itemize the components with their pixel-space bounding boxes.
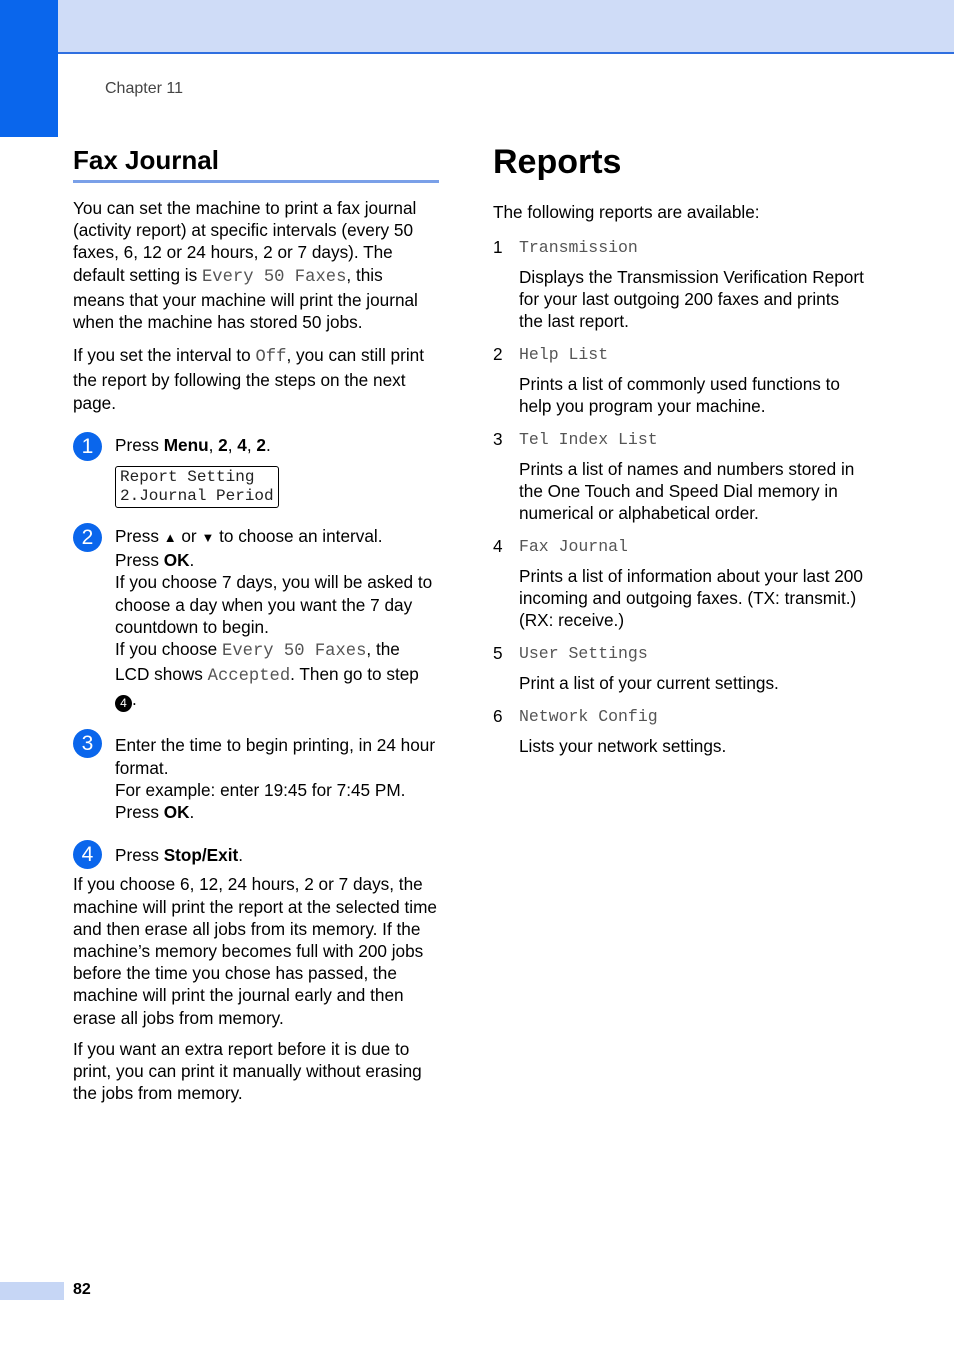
section-title: Fax Journal [73, 145, 439, 183]
report-name: Fax Journal [519, 537, 628, 556]
step-number-2: 2 [73, 523, 102, 552]
report-name: Tel Index List [519, 430, 658, 449]
step-4-text: Press Stop/Exit. [115, 845, 243, 866]
outro-paragraph-1: If you choose 6, 12, 24 hours, 2 or 7 days, the machine will print the report at the selected time and then erase all jobs from its memory. If the machine’s memory becomes full with 200 jobs before the time you chose has passed, the machine will print the journal early and then erase all jobs from memory. [73, 874, 437, 1028]
reports-section: Reports The following reports are available: 1 Transmission Displays the Transmission Verification Report for your last outgoing 200 faxes and prints the last report. 2 Help List Prints a list of commonly used functions to help you program your machine. 3 Tel Index List Prints a list of names and numbers stored in the One Touch and Speed Dial memory in numerical or alphabetical order. 4 Fax Journal Prints a list of information about your last 200 incoming and outgoing faxes. (TX: transmit.) (RX: receive.) 5 User Settings Print a list of your current settings. 6 Network Config Lists your network settings. [493, 143, 864, 756]
step-2-line-1: Press ▲ or ▼ to choose an interval. [115, 526, 383, 547]
report-name: Network Config [519, 707, 658, 726]
step-3-line-1: Enter the time to begin printing, in 24 hour format. [115, 735, 436, 778]
step-1-text: Press Menu, 2, 4, 2. [115, 434, 271, 455]
reports-intro: The following reports are available: [493, 202, 760, 222]
intro-paragraph-1: You can set the machine to print a fax journal (activity report) at specific intervals (every 50 faxes, 6, 12 or 24 hours, 2 or 7 days). The default setting is Every 50 Faxes, this means that your machine will print the journal when the machine has stored 50 jobs. [73, 198, 418, 333]
report-description: Prints a list of names and numbers stored in the One Touch and Speed Dial memory in numerical or alphabetical order. [519, 459, 855, 524]
step-reference-icon: 4 [115, 695, 132, 712]
step-3 [73, 731, 439, 823]
lcd-line-1: Report Setting [120, 468, 255, 487]
page-number: 82 [73, 1281, 91, 1298]
step-number-3: 3 [73, 729, 102, 758]
step-3-line-2: For example: enter 19:45 for 7:45 PM. [115, 779, 406, 800]
step-3-line-3: Press OK. [115, 802, 195, 823]
step-2-line-2: Press OK. [115, 550, 195, 571]
report-description: Lists your network settings. [519, 736, 727, 756]
step-number-4: 4 [73, 840, 102, 869]
step-2 [73, 525, 439, 712]
chapter-tab [0, 0, 58, 137]
header-band [58, 0, 954, 54]
page-number-band [0, 1282, 64, 1300]
up-arrow-icon: ▲ [163, 530, 177, 546]
intro-paragraph-2: If you set the interval to Off, you can still print the report by following the steps on the next page. [73, 345, 424, 413]
step-4 [73, 842, 439, 866]
lcd-line-2: 2.Journal Period [120, 487, 274, 506]
report-description: Prints a list of information about your last 200 incoming and outgoing faxes. (TX: transmit.) (RX: receive.) [519, 566, 863, 631]
step-1 [73, 434, 439, 508]
report-description: Prints a list of commonly used functions to help you program your machine. [519, 374, 840, 417]
down-arrow-icon: ▼ [201, 530, 215, 546]
report-description: Print a list of your current settings. [519, 673, 779, 693]
report-name: Help List [519, 345, 609, 364]
step-2-line-4: If you choose Every 50 Faxes, the LCD shows Accepted. Then go to step 4 . [115, 639, 419, 711]
lcd-display [115, 466, 279, 508]
step-2-line-3: If you choose 7 days, you will be asked to choose a day when you want the 7 day countdown to begin. [115, 572, 433, 637]
report-name: Transmission [519, 238, 638, 257]
outro-paragraph-2: If you want an extra report before it is due to print, you can print it manually without erasing the jobs from memory. [73, 1038, 422, 1104]
step-number-1: 1 [73, 432, 102, 461]
chapter-label: Chapter 11 [105, 80, 183, 97]
report-name: User Settings [519, 644, 648, 663]
page-title: Reports [493, 143, 622, 181]
fax-journal-section [73, 145, 439, 1105]
report-description: Displays the Transmission Verification Report for your last outgoing 200 faxes and prints the last report. [519, 267, 864, 332]
